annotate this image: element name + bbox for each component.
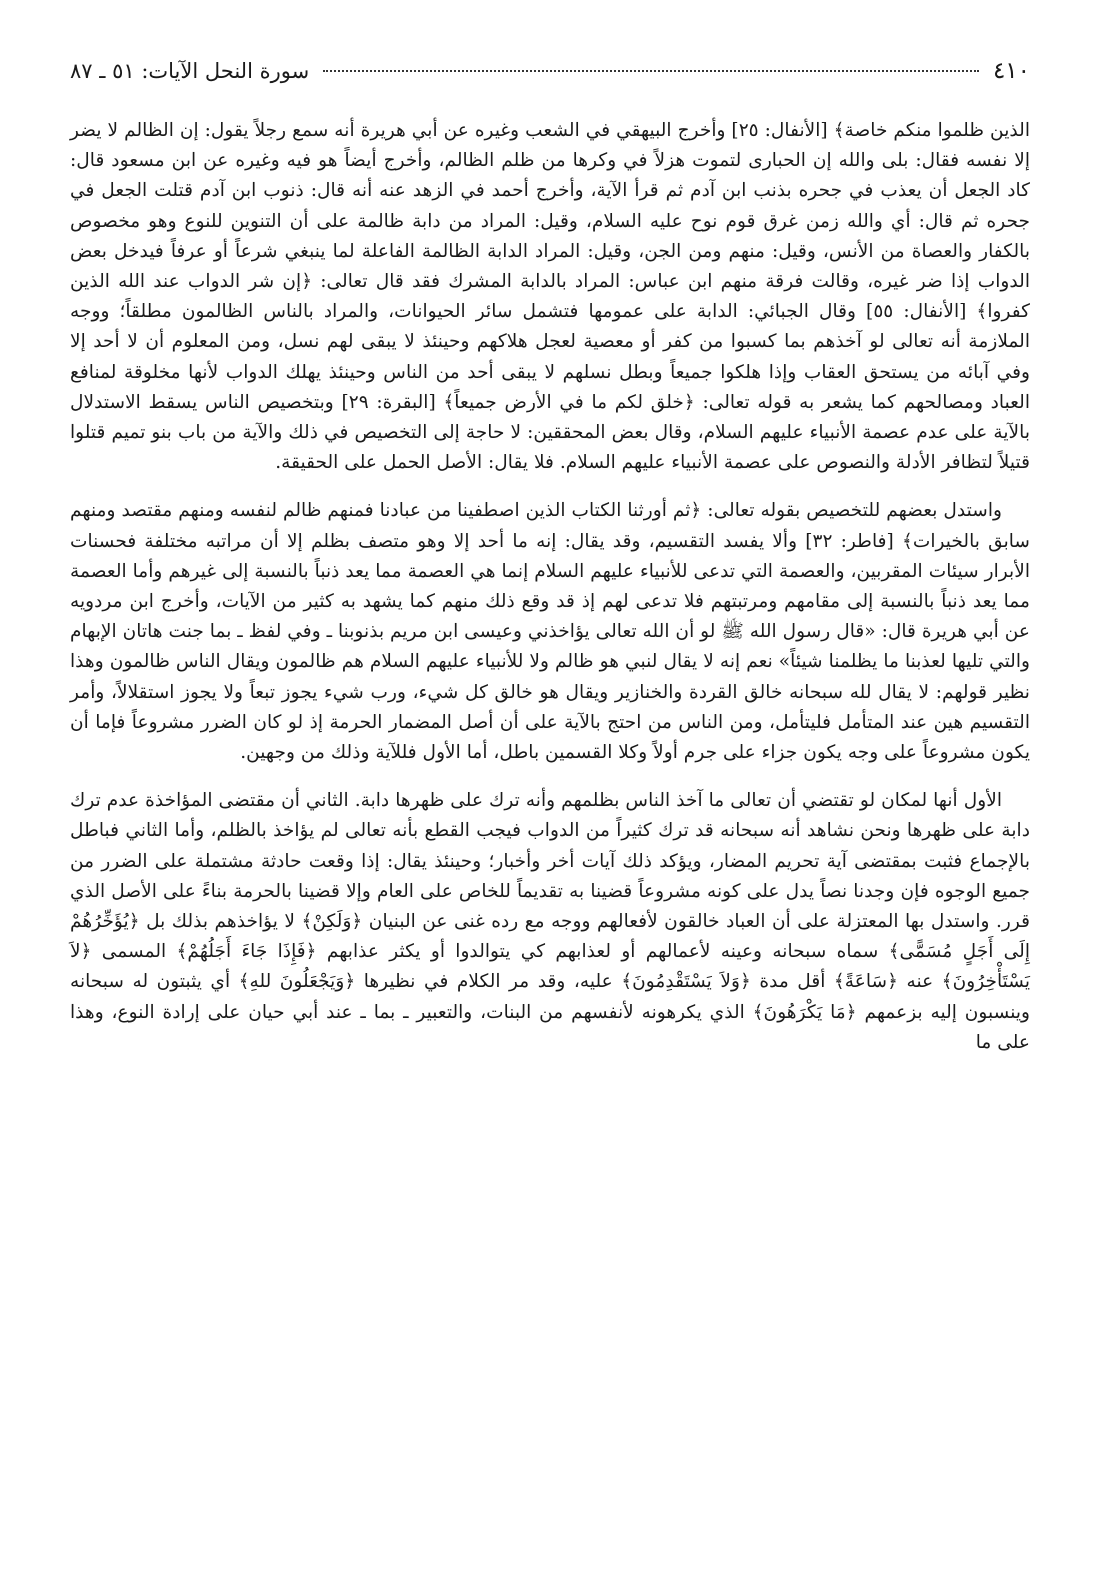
page-header (70, 58, 1030, 96)
page-body (70, 116, 1030, 1058)
header-dotted-leader (323, 70, 979, 72)
paragraph-2: واستدل بعضهم للتخصيص بقوله تعالى: ﴿ثم أورثنا الكتاب الذين اصطفينا من عبادنا فمنهم ظالم لنفسه ومنهم مقتصد ومنهم سابق بالخيرات﴾ [فاطر: ٣٢] وألا يفسد التقسيم، وقد يقال: إنه ما أحد إلا وهو متصف بظلم إلا أن مراتبه مختلفة فحسنات الأبرار سيئات المقربين، والعصمة التي تدعى للأنبياء عليهم السلام إنما هي العصمة مما يعد ذنباً بالنسبة إلى غيرهم وأما العصمة مما يعد ذنباً بالنسبة إلى مقامهم ومرتبتهم فلا تدعى لهم إذ قد وقع ذلك منهم كما يشهد به كثير من الآيات، وأخرج ابن مردويه عن أبي هريرة قال: «قال رسول الله ﷺ لو أن الله تعالى يؤاخذني وعيسى ابن مريم بذنوبنا ـ وفي لفظ ـ بما جنت هاتان الإبهام والتي تليها لعذبنا ما يظلمنا شيئاً» نعم إنه لا يقال لنبي هو ظالم ولا للأنبياء عليهم السلام هم ظالمون ويقال الناس ظالمون وهذا نظير قولهم: لا يقال لله سبحانه خالق القردة والخنازير ويقال هو خالق كل شيء، ورب شيء يجوز تبعاً ولا يجوز استقلالاً، وأمر التقسيم هين عند المتأمل فليتأمل، ومن الناس من احتج بالآية على أن أصل المضمار الحرمة إذ لو كان الضرر مشروعاً فإما أن يكون مشروعاً على وجه يكون جزاء على جرم أولاً وكلا القسمين باطل، أما الأول فللآية وذلك من وجهين. (70, 500, 1031, 764)
book-page (70, 58, 1030, 1548)
running-title: سورة النحل الآيات: ٥١ ـ ٨٧ (70, 59, 310, 83)
page-number: ٤١٠ (992, 58, 1030, 84)
paragraph-3: الأول أنها لمكان لو تقتضي أن تعالى ما آخذ الناس بظلمهم وأنه ترك على ظهرها دابة. الثاني أن مقتضى المؤاخذة عدم ترك دابة على ظهرها ونحن نشاهد أنه سبحانه قد ترك كثيراً من الدواب فيجب القطع بأنه تعالى لم يؤاخذ بالظلم، وأما الثاني فباطل بالإجماع فثبت بمقتضى آية تحريم المضار، ويؤكد ذلك آيات أخر وأخبار؛ وحينئذ يقال: إذا وقعت حادثة مشتملة على الضرر من جميع الوجوه فإن وجدنا نصاً يدل على كونه مشروعاً قضينا به تقديماً للخاص على العام وإلا قضينا بالحرمة بناءً على الأصل الذي قرر. واستدل بها المعتزلة على أن العباد خالقون لأفعالهم ووجه مع رده غنى عن البنيان ﴿وَلَكِنْ﴾ لا يؤاخذهم بذلك بل ﴿يُؤَخِّرُهُمْ إِلَى أَجَلٍ مُسَمًّى﴾ سماه سبحانه وعينه لأعمالهم أو لعذابهم كي يتوالدوا أو يكثر عذابهم ﴿فَإِذَا جَاءَ أَجَلُهُمْ﴾ المسمى ﴿لاَ يَسْتَأْخِرُونَ﴾ عنه ﴿سَاعَةً﴾ أقل مدة ﴿وَلاَ يَسْتَقْدِمُونَ﴾ عليه، وقد مر الكلام في نظيرها ﴿وَيَجْعَلُونَ للهِ﴾ أي يثبتون له سبحانه وينسبون إليه بزعمهم ﴿مَا يَكْرَهُونَ﴾ الذي يكرهونه لأنفسهم من البنات، والتعبير ـ بما ـ عند أبي حيان على إرادة النوع، وهذا على ما (70, 790, 1030, 1053)
paragraph-1: الذين ظلموا منكم خاصة﴾ [الأنفال: ٢٥] وأخرج البيهقي في الشعب وغيره عن أبي هريرة أنه سمع رجلاً يقول: إن الظالم لا يضر إلا نفسه فقال: بلى والله إن الحبارى لتموت هزلاً في وكرها من ظلم الظالم، وأخرج أيضاً هو فيه وغيره عن ابن مسعود قال: كاد الجعل أن يعذب في جحره بذنب ابن آدم ثم قرأ الآية، وأخرج أحمد في الزهد عنه أنه قال: ذنوب ابن آدم قتلت الجعل في جحره ثم قال: أي والله زمن غرق قوم نوح عليه السلام، وقيل: المراد من دابة ظالمة على أن التنوين للنوع وهو مخصوص بالكفار والعصاة من الأنس، وقيل: منهم ومن الجن، وقيل: المراد الدابة الظالمة الفاعلة لما ينبغي شرعاً أو عرفاً فيدخل بعض الدواب إذا ضر غيره، وقالت فرقة منهم ابن عباس: المراد بالدابة المشرك فقد قال تعالى: ﴿إن شر الدواب عند الله الذين كفروا﴾ [الأنفال: ٥٥] وقال الجبائي: الدابة على عمومها فتشمل سائر الحيوانات، والمراد بالناس الظالمون مطلقاً؛ ووجه الملازمة أنه تعالى لو آخذهم بما كسبوا من كفر أو معصية لعجل هلاكهم وحينئذ لا يبقى لهم نسل، ومن المعلوم أن لا أحد إلا وفي آبائه من يستحق العقاب وإذا هلكوا جميعاً وبطل نسلهم لا يبقى أحد من الناس وحينئذ يهلك الدواب لأنها مخلوقة لمنافع العباد ومصالحهم كما يشعر به قوله تعالى: ﴿خلق لكم ما في الأرض جميعاً﴾ [البقرة: ٢٩] وبتخصيص الناس يسقط الاستدلال بالآية على عدم عصمة الأنبياء عليهم السلام، وقال بعض المحققين: لا حاجة إلى التخصيص في ذلك والآية من باب بنو تميم قتلوا قتيلاً لتظافر الأدلة والنصوص على عصمة الأنبياء عليهم السلام. فلا يقال: الأصل الحمل على الحقيقة. (70, 120, 1030, 474)
